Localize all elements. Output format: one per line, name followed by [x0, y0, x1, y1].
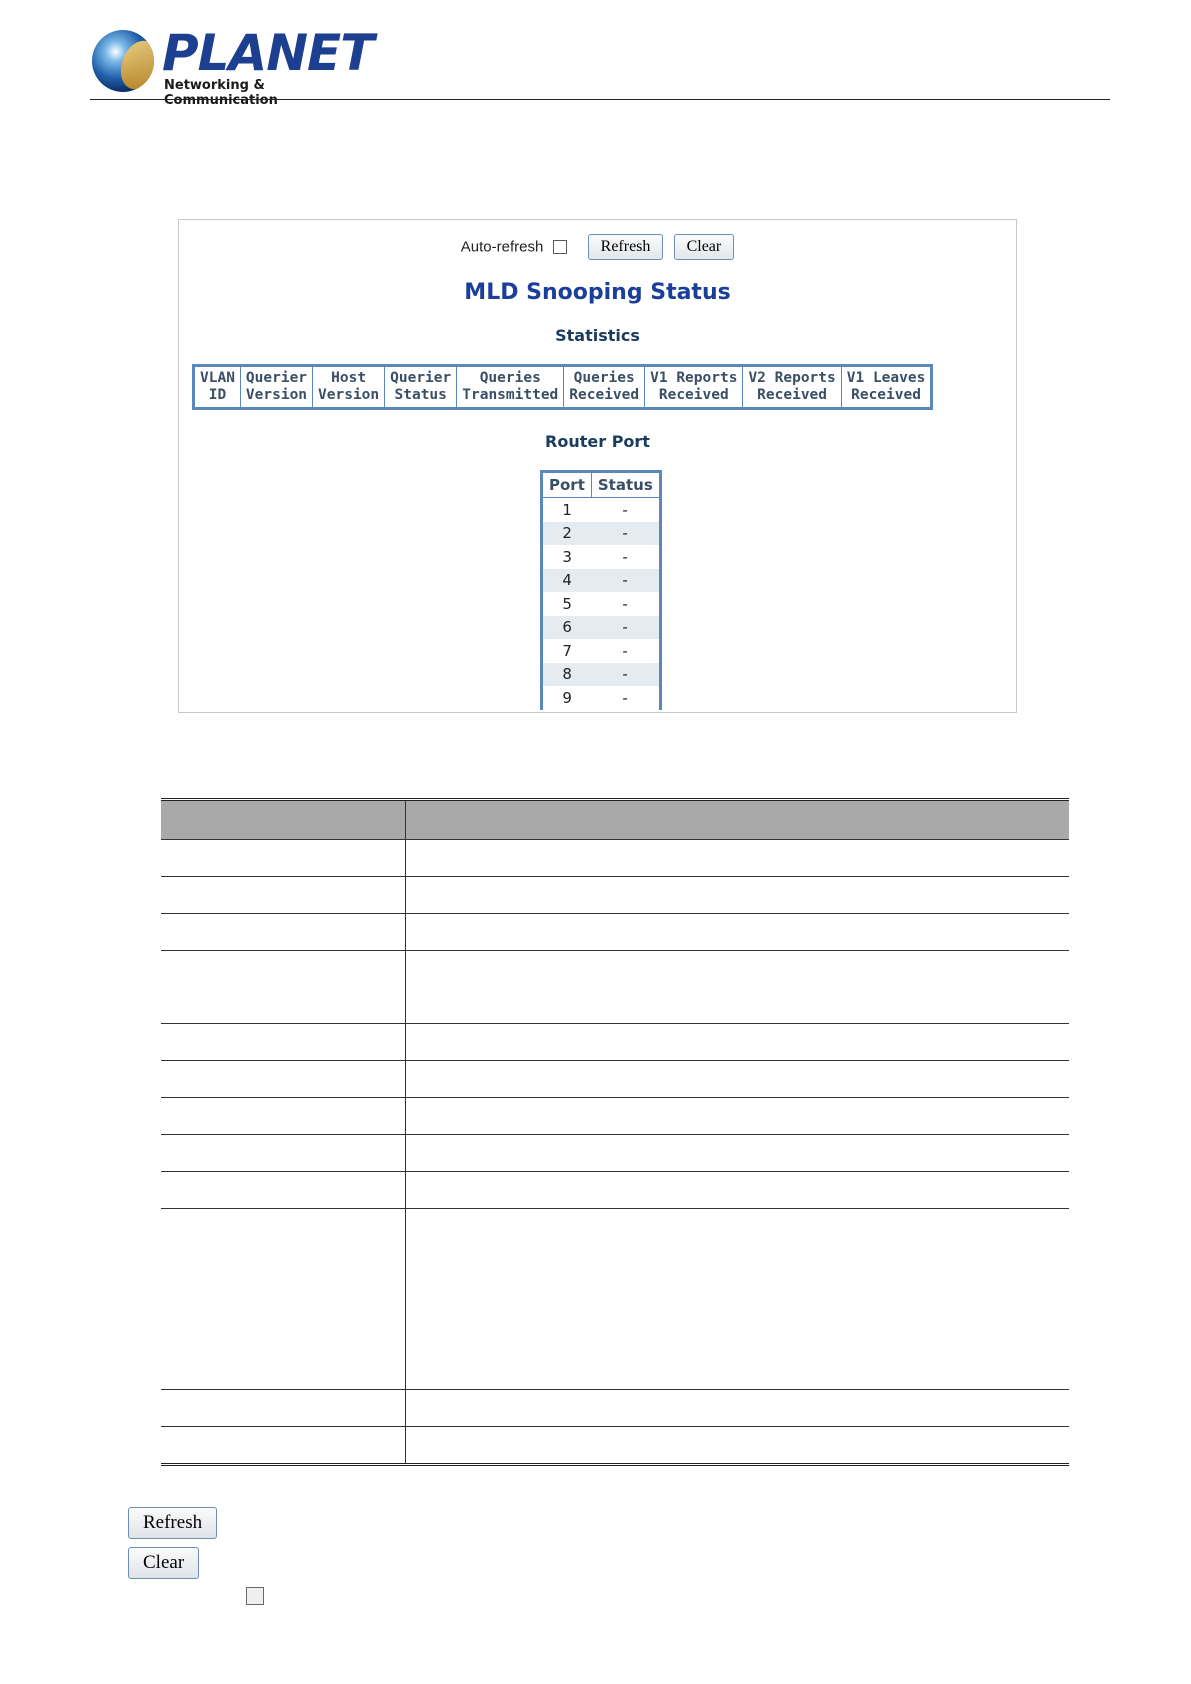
stats-column-header — [457, 366, 564, 409]
table-row — [161, 1209, 1069, 1390]
stats-column-header — [194, 366, 241, 409]
table-row — [161, 1427, 1069, 1465]
stats-column-header-line: V1 Reports — [650, 370, 738, 386]
table-row — [542, 616, 661, 640]
stats-column-header-line: VLAN — [200, 370, 235, 386]
refresh-button[interactable]: Refresh — [588, 234, 664, 260]
port-cell: 2 — [542, 522, 592, 546]
port-column-header: Port — [542, 472, 592, 498]
stats-column-header-line: Received — [569, 387, 640, 403]
router-port-heading: Router Port — [545, 432, 650, 451]
status-cell: - — [591, 569, 660, 593]
stats-column-header-line: V2 Reports — [748, 370, 836, 386]
table-row — [161, 1061, 1069, 1098]
stats-column-header-line: Queries — [573, 370, 635, 386]
stats-column-header — [564, 366, 645, 409]
table-row — [542, 686, 661, 710]
stats-column-header-line: V1 Leaves — [846, 370, 926, 386]
port-cell: 4 — [542, 569, 592, 593]
auto-refresh-checkbox[interactable] — [553, 240, 567, 254]
stats-column-header-line: Received — [658, 387, 729, 403]
stats-column-header-line: Status — [394, 387, 447, 403]
statistics-table — [192, 364, 933, 410]
status-cell: - — [622, 500, 628, 519]
table-row — [161, 1390, 1069, 1427]
status-cell: - — [591, 663, 660, 687]
table-row — [161, 914, 1069, 951]
clear-button[interactable]: Clear — [674, 234, 735, 260]
legend-auto-refresh-checkbox[interactable] — [246, 1587, 264, 1605]
header-divider — [90, 99, 1110, 100]
stats-column-header-line: Host — [331, 370, 367, 386]
table-row — [542, 569, 661, 593]
port-cell: 5 — [562, 594, 572, 613]
router-port-header-row — [542, 472, 661, 498]
brand-name: PLANET — [162, 24, 374, 82]
stats-column-header — [240, 366, 312, 409]
planet-logo — [92, 24, 374, 108]
stats-column-header — [313, 366, 385, 409]
stats-column-header-line: Version — [318, 387, 380, 403]
stats-column-header — [743, 366, 841, 409]
port-cell: 3 — [562, 547, 572, 566]
statistics-header-row — [194, 366, 932, 409]
stats-column-header-line: Transmitted — [462, 387, 559, 403]
object-column-header — [161, 800, 406, 840]
description-header-row — [161, 800, 1069, 840]
status-column-header: Status — [591, 472, 660, 498]
status-cell: - — [591, 616, 660, 640]
legend-clear-button[interactable]: Clear — [128, 1547, 199, 1579]
port-cell: 7 — [562, 641, 572, 660]
stats-column-header-line: Querier — [245, 370, 308, 386]
status-cell: - — [622, 594, 628, 613]
table-row — [542, 545, 661, 569]
stats-column-header-line: Received — [757, 387, 828, 403]
brand-tagline: Networking & Communication — [164, 78, 278, 108]
table-row — [161, 1135, 1069, 1172]
table-row — [542, 498, 661, 522]
table-row — [161, 1024, 1069, 1061]
status-cell: - — [622, 688, 628, 707]
status-cell: - — [622, 641, 628, 660]
description-table — [161, 798, 1069, 1466]
table-row — [542, 592, 661, 616]
table-row — [542, 522, 661, 546]
statistics-heading: Statistics — [555, 326, 640, 345]
stats-column-header-line: Queries — [479, 370, 541, 386]
table-row — [161, 1098, 1069, 1135]
table-row — [161, 840, 1069, 877]
table-row — [161, 951, 1069, 1024]
table-row — [542, 663, 661, 687]
status-cell: - — [622, 547, 628, 566]
table-row — [161, 877, 1069, 914]
stats-column-header — [841, 366, 932, 409]
status-cell: - — [591, 522, 660, 546]
stats-column-header-line: Received — [851, 387, 921, 403]
globe-icon — [92, 30, 154, 92]
toolbar — [179, 234, 1016, 260]
description-column-header — [406, 800, 1070, 840]
stats-column-header — [645, 366, 743, 409]
port-cell: 8 — [542, 663, 592, 687]
mld-status-screenshot — [178, 219, 1017, 713]
port-cell: 6 — [542, 616, 592, 640]
stats-column-header-line: ID — [208, 387, 227, 403]
table-row — [161, 1172, 1069, 1209]
legend-refresh-button[interactable]: Refresh — [128, 1507, 217, 1539]
stats-column-header — [385, 366, 457, 409]
stats-column-header-line: Version — [245, 387, 308, 403]
page-title: MLD Snooping Status — [464, 280, 731, 305]
port-cell: 1 — [562, 500, 572, 519]
port-cell: 9 — [562, 688, 572, 707]
stats-column-header-line: Querier — [390, 370, 452, 386]
table-row — [542, 639, 661, 663]
auto-refresh-label: Auto-refresh — [460, 238, 544, 256]
router-port-table — [540, 470, 662, 710]
